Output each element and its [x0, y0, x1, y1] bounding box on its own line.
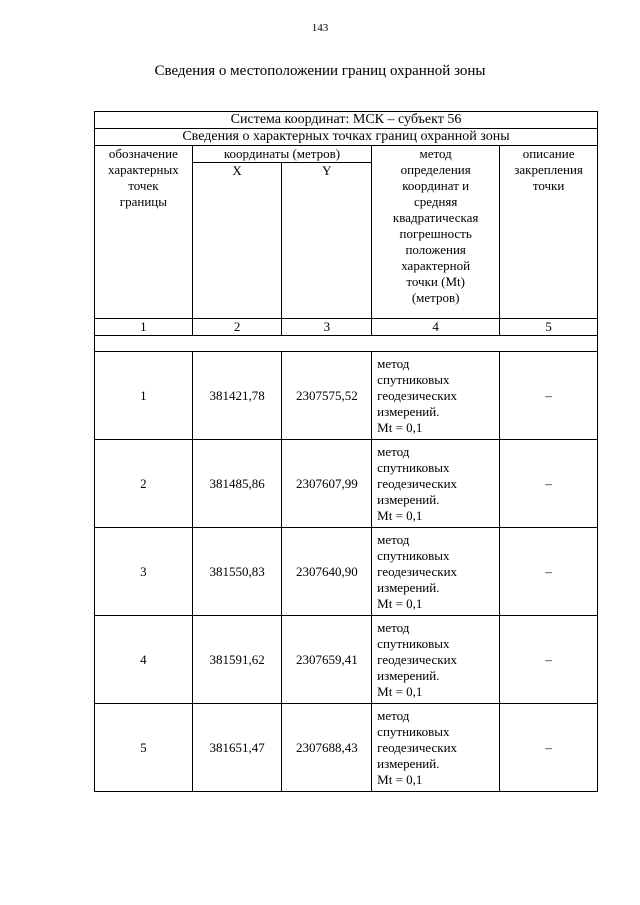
- description-cell: –: [500, 528, 598, 616]
- description-cell: –: [500, 616, 598, 704]
- point-number-cell: 5: [95, 704, 193, 792]
- empty-spacer-row: [95, 336, 598, 352]
- method-line: метод: [377, 443, 410, 459]
- method-line: Mt = 0,1: [377, 419, 423, 435]
- method-cell: [372, 704, 500, 792]
- description-cell: –: [500, 704, 598, 792]
- method-line: измерений.: [377, 667, 440, 683]
- method-line: геодезических: [377, 651, 458, 667]
- method-line: измерений.: [377, 579, 440, 595]
- table-row: [95, 704, 598, 792]
- table-row: [95, 352, 598, 440]
- method-header-line: характерной: [401, 258, 471, 273]
- table-row: [95, 528, 598, 616]
- method-header-line: (метров): [411, 290, 460, 305]
- method-line: метод: [377, 707, 410, 723]
- method-header-line: определения: [400, 162, 471, 177]
- method-line: Mt = 0,1: [377, 595, 423, 611]
- method-header-line: погрешность: [399, 226, 472, 241]
- method-line: метод: [377, 355, 410, 371]
- method-line: спутниковых: [377, 547, 450, 563]
- column-number: 3: [282, 319, 372, 336]
- x-coordinate-cell: 381485,86: [192, 440, 282, 528]
- page-number: 143: [311, 22, 329, 34]
- column-number: 1: [95, 319, 193, 336]
- description-header-line: точки: [532, 178, 565, 193]
- y-coordinate-cell: 2307607,99: [282, 440, 372, 528]
- designation-header-line: характерных: [108, 162, 179, 177]
- method-line: геодезических: [377, 387, 458, 403]
- method-line: спутниковых: [377, 635, 450, 651]
- y-coordinate-cell: 2307575,52: [282, 352, 372, 440]
- x-coordinate-cell: 381421,78: [192, 352, 282, 440]
- description-cell: –: [500, 352, 598, 440]
- method-line: геодезических: [377, 563, 458, 579]
- method-line: спутниковых: [377, 371, 450, 387]
- method-line: метод: [377, 531, 410, 547]
- designation-header-line: границы: [119, 194, 167, 209]
- method-header-line: метод: [419, 146, 452, 161]
- y-coordinate-cell: 2307688,43: [282, 704, 372, 792]
- method-line: измерений.: [377, 755, 440, 771]
- point-number-cell: 2: [95, 440, 193, 528]
- method-header-line: средняя: [413, 194, 458, 209]
- column-number: 5: [500, 319, 598, 336]
- x-column-header: X: [192, 163, 282, 319]
- method-line: измерений.: [377, 491, 440, 507]
- method-cell: [372, 528, 500, 616]
- point-number-cell: 3: [95, 528, 193, 616]
- method-cell: [372, 616, 500, 704]
- method-line: геодезических: [377, 475, 458, 491]
- method-header-line: квадратическая: [392, 210, 479, 225]
- description-cell: –: [500, 440, 598, 528]
- description-header-line: описание: [522, 146, 575, 161]
- coordinate-system-header: Система координат: МСК – субъект 56: [95, 112, 598, 129]
- method-line: Mt = 0,1: [377, 507, 423, 523]
- method-line: Mt = 0,1: [377, 771, 423, 787]
- method-line: геодезических: [377, 739, 458, 755]
- method-line: спутниковых: [377, 723, 450, 739]
- point-number-cell: 1: [95, 352, 193, 440]
- coordinates-column-header: координаты (метров): [192, 146, 371, 163]
- method-cell: [372, 352, 500, 440]
- x-coordinate-cell: 381550,83: [192, 528, 282, 616]
- x-coordinate-cell: 381651,47: [192, 704, 282, 792]
- method-line: метод: [377, 619, 410, 635]
- method-line: измерений.: [377, 403, 440, 419]
- column-number: 2: [192, 319, 282, 336]
- method-line: спутниковых: [377, 459, 450, 475]
- column-number: 4: [372, 319, 500, 336]
- description-column-header: [500, 146, 598, 319]
- y-column-header: Y: [282, 163, 372, 319]
- designation-header-line: точек: [128, 178, 159, 193]
- y-coordinate-cell: 2307640,90: [282, 528, 372, 616]
- designation-header-line: обозначение: [108, 146, 178, 161]
- x-coordinate-cell: 381591,62: [192, 616, 282, 704]
- method-header-line: координат и: [402, 178, 470, 193]
- method-line: Mt = 0,1: [377, 683, 423, 699]
- boundary-points-table: [94, 111, 598, 792]
- method-column-header: [372, 146, 500, 319]
- method-cell: [372, 440, 500, 528]
- method-header-line: точки (Mt): [406, 274, 465, 289]
- table-row: [95, 440, 598, 528]
- document-title: Сведения о местоположении границ охранной зоны: [154, 63, 486, 79]
- y-coordinate-cell: 2307659,41: [282, 616, 372, 704]
- table-row: [95, 616, 598, 704]
- designation-column-header: [95, 146, 193, 319]
- method-header-line: положения: [405, 242, 466, 257]
- boundary-points-header: Сведения о характерных точках границ охранной зоны: [95, 129, 598, 146]
- point-number-cell: 4: [95, 616, 193, 704]
- description-header-line: закрепления: [514, 162, 583, 177]
